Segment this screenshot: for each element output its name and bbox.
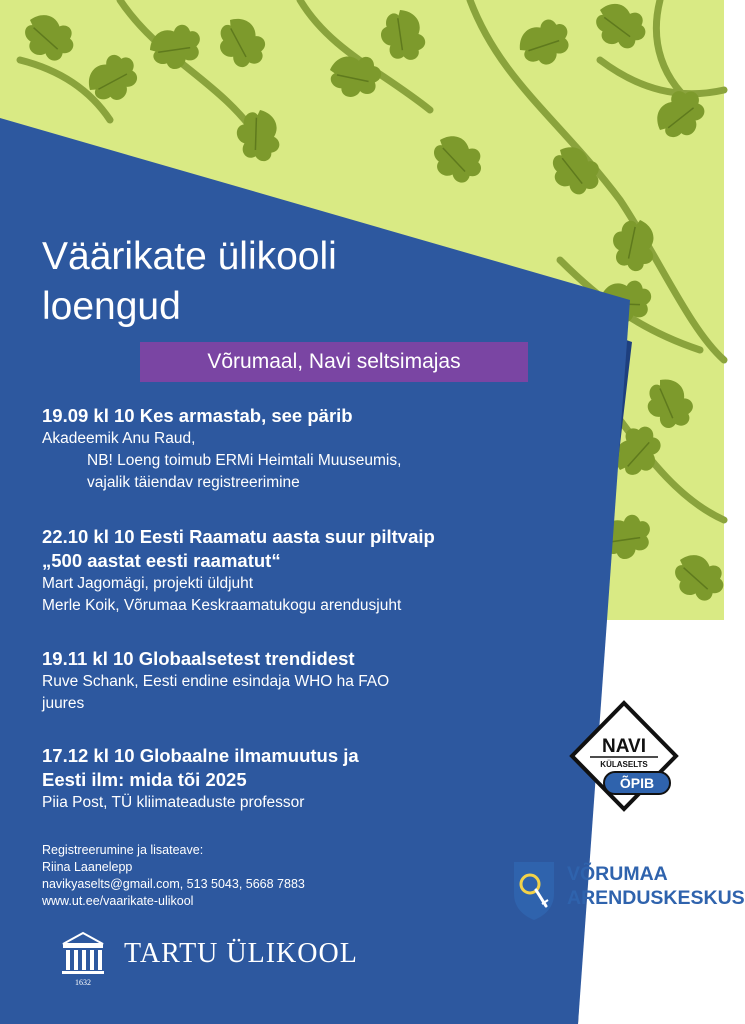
contact-info xyxy=(42,842,305,910)
title-line-2: loengud xyxy=(42,285,181,328)
vorumaa-arenduskeskus-logo xyxy=(512,858,745,930)
lecture-4-title: 17.12 kl 10 Globaalne ilmamuutus ja xyxy=(42,745,359,766)
lecture-2-title: 22.10 kl 10 Eesti Raamatu aasta suur piltvaip xyxy=(42,526,435,547)
lecture-2-speaker-2: Merle Koik, Võrumaa Keskraamatukogu arendusjuht xyxy=(42,597,402,614)
lecture-1-title: 19.09 kl 10 Kes armastab, see pärib xyxy=(42,405,353,426)
lecture-3-speaker-2: juures xyxy=(42,695,85,712)
lecture-2-speaker-1: Mart Jagomägi, projekti üldjuht xyxy=(42,575,254,592)
lecture-1 xyxy=(42,404,401,494)
tartu-ulikool-logo xyxy=(60,930,400,990)
lecture-3-title: 19.11 kl 10 Globaalsetest trendidest xyxy=(42,648,355,669)
tartu-year: 1632 xyxy=(75,978,91,987)
university-building-icon xyxy=(60,930,106,988)
contact-website-link[interactable]: www.ut.ee/vaarikate-ulikool xyxy=(42,894,194,908)
contact-email-phone[interactable]: navikyaselts@gmail.com, 513 5043, 5668 7883 xyxy=(42,877,305,891)
lecture-3-speaker: Ruve Schank, Eesti endine esindaja WHO ha FAO xyxy=(42,673,390,690)
tartu-ulikool-name: TARTU ÜLIKOOL xyxy=(124,938,358,969)
lecture-1-note: NB! Loeng toimub ERMi Heimtali Muuseumis, xyxy=(87,452,402,469)
lecture-1-speaker: Akadeemik Anu Raud, xyxy=(42,430,196,447)
navi-kulaselts-logo xyxy=(568,700,680,812)
navi-logo-word: NAVI xyxy=(602,736,646,757)
contact-label: Registreerumine ja lisateave: xyxy=(42,843,204,857)
vorumaa-line-1: VÕRUMAA xyxy=(567,863,668,885)
poster-title xyxy=(42,232,462,332)
lecture-3 xyxy=(42,647,389,715)
lecture-1-note-2: vajalik täiendav registreerimine xyxy=(87,474,300,491)
shield-crest-icon xyxy=(512,860,556,922)
venue-banner: Võrumaal, Navi seltsimajas xyxy=(140,342,528,382)
vorumaa-line-2: ARENDUSKESKUS xyxy=(567,887,745,909)
contact-name: Riina Laanelepp xyxy=(42,860,133,874)
title-line-1: Väärikate ülikooli xyxy=(42,235,337,278)
lecture-2-subtitle: „500 aastat eesti raamatut“ xyxy=(42,550,281,571)
lecture-4 xyxy=(42,744,359,814)
lecture-4-subtitle: Eesti ilm: mida tõi 2025 xyxy=(42,769,247,790)
lecture-4-speaker: Piia Post, TÜ kliimateaduste professor xyxy=(42,794,305,811)
navi-logo-opib: ÕPIB xyxy=(619,775,655,791)
vorumaa-name xyxy=(567,862,745,910)
lecture-2 xyxy=(42,525,435,617)
navi-logo-kulaselts: KÜLASELTS xyxy=(600,760,648,769)
